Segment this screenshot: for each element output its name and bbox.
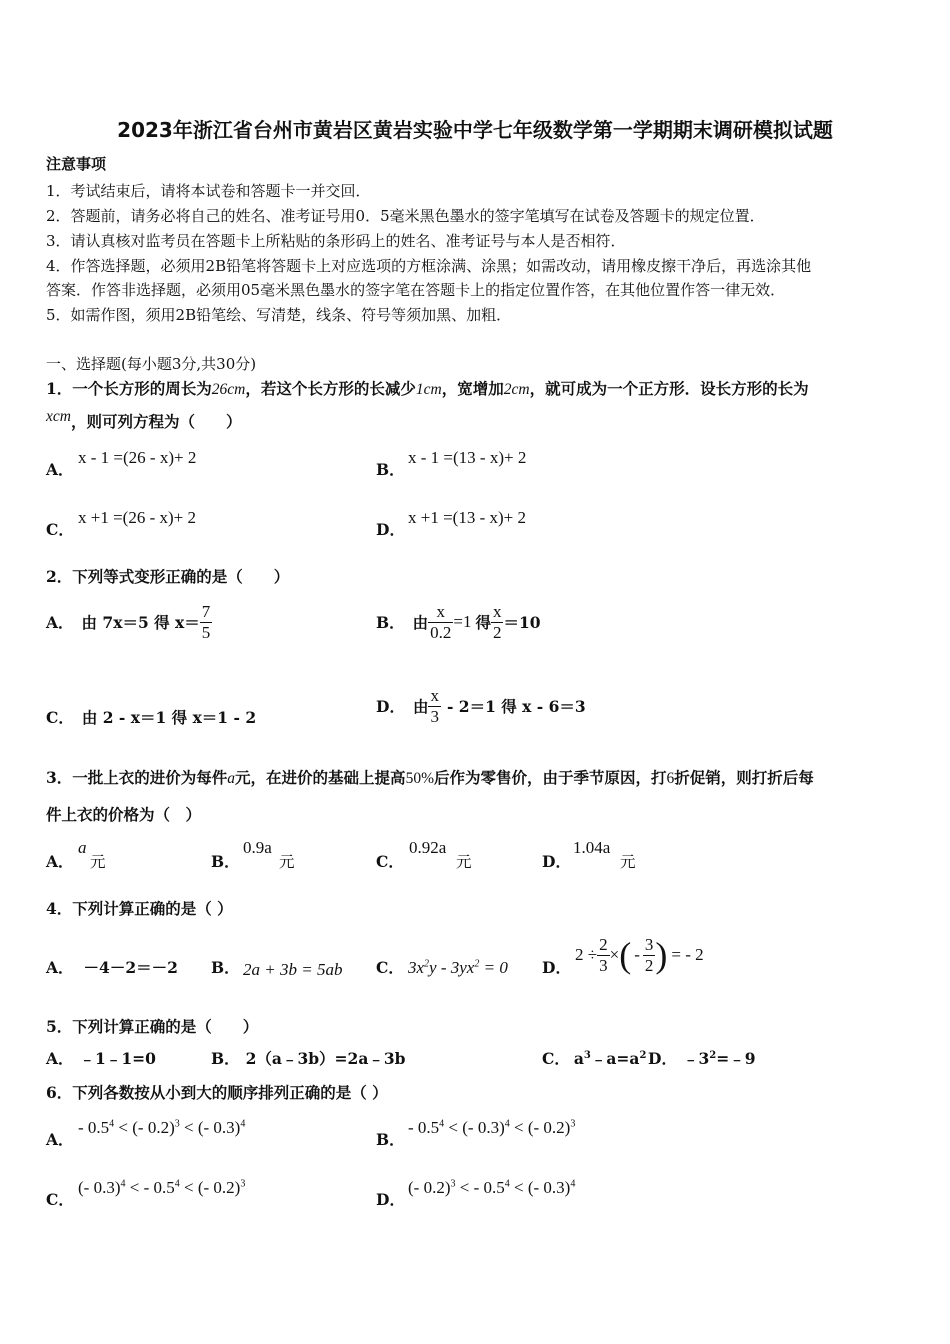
option-1b-math: x - 1 =(13 - x)+ 2 [408,448,527,467]
option-3d-unit: 元 [620,853,636,871]
option-6a[interactable]: A． [46,1130,74,1149]
option-1b[interactable]: B． [376,460,405,479]
fraction: $\frac{x}{0.2}$ [430,601,452,642]
fraction: $\frac{3}{2}$ [644,934,654,975]
option-4b[interactable]: B． [211,958,240,977]
question-3-stem-line2: 件上衣的价格为（ ） [46,805,202,824]
option-4b-math: 2a + 3b = 5ab [243,960,343,979]
notice-heading: 注意事项 [46,155,107,173]
question-1-stem-line2: xcm，则可列方程为（ ） [46,408,242,431]
notice-item: 1．考试结束后，请将本试卷和答题卡一并交回． [46,182,371,200]
option-3b-math: 0.9a [243,838,272,857]
option-1a-math: x - 1 =(26 - x)+ 2 [78,448,197,467]
option-5a[interactable]: A． ﹣1﹣1=0 [46,1049,156,1068]
option-6a-math: - $0.5^4$ < (- 0.2)$^3$ < (- 0.3)$^4$ [78,1118,246,1137]
option-2a[interactable]: A． 由 7x＝5 得 x＝ $\frac{7}{5}$ [46,601,211,642]
option-1c-math: x +1 =(26 - x)+ 2 [78,508,196,527]
option-3a[interactable]: A． [46,852,74,871]
fraction: $\frac{x}{3}$ [430,685,439,726]
option-3d[interactable]: D． [542,852,571,871]
option-4c[interactable]: C． [376,958,404,977]
question-6-stem: 6．下列各数按从小到大的顺序排列正确的是（ ） [46,1083,388,1102]
notice-item: 3．请认真核对监考员在答题卡上所粘贴的条形码上的姓名、准考证号与本人是否相符． [46,232,626,250]
option-3c[interactable]: C． [376,852,404,871]
option-2c[interactable]: C． 由 2 - x＝1 得 x＝1 - 2 [46,708,257,727]
section-heading: 一、选择题(每小题3分,共30分) [46,355,257,373]
option-1d-math: x +1 =(13 - x)+ 2 [408,508,526,527]
option-5b[interactable]: B． 2（a﹣3b）=2a﹣3b [211,1049,406,1068]
option-3c-unit: 元 [456,853,472,871]
option-1a[interactable]: A． [46,460,74,479]
option-4d[interactable]: D． [542,958,571,977]
option-3a-unit: 元 [90,853,106,871]
fraction: $\frac{2}{3}$ [599,934,608,975]
notice-item: 4．作答选择题，必须用2B铅笔将答题卡上对应选项的方框涂满、涂黑；如需改动，请用橡皮擦干净后，再选涂其他 [46,257,812,275]
option-5d[interactable]: D． $﹣3^2=﹣9$ [648,1049,756,1068]
option-6d[interactable]: D． [376,1190,405,1209]
option-2d[interactable]: D． 由 $\frac{x}{3}$ - 2＝1 得 x - 6＝3 [376,685,586,726]
option-5c[interactable]: C． $a^3﹣a=a^2$ [542,1049,647,1068]
fraction: $\frac{7}{5}$ [201,601,211,642]
option-3d-math: 1.04a [573,838,611,857]
option-4a[interactable]: A． －4－2＝－2 [46,958,178,977]
option-2b[interactable]: B． 由 $\frac{x}{0.2}$ =1 得 $\frac{x}{2}$ ＝10 [376,601,541,642]
question-1-stem: 1．一个长方形的周长为26cm，若这个长方形的长减少1cm，宽增加2cm，就可成为一个正方形．设长方形的长为 [46,379,809,398]
option-3b[interactable]: B． [211,852,240,871]
question-2-stem: 2．下列等式变形正确的是（ ） [46,567,290,586]
notice-item: 5．如需作图，须用2B铅笔绘、写清楚，线条、符号等须加黑、加粗． [46,306,512,324]
question-5-stem: 5．下列计算正确的是（ ） [46,1017,259,1036]
option-6c[interactable]: C． [46,1190,74,1209]
option-6b-math: - $0.5^4$ < (- 0.3)$^4$ < (- 0.2)$^3$ [408,1118,576,1137]
option-4d-math: 2 ÷ $\frac{2}{3}$ × ( - $\frac{3}{2}$ ) = - 2 [575,934,704,975]
option-3b-unit: 元 [279,853,295,871]
option-1c[interactable]: C． [46,520,74,539]
page-title: 2023年浙江省台州市黄岩区黄岩实验中学七年级数学第一学期期末调研模拟试题 [117,118,833,142]
option-1d[interactable]: D． [376,520,405,539]
option-6c-math: (- 0.3)$^4$ < - $0.5^4$ < (- 0.2)$^3$ [78,1178,246,1197]
notice-item: 2．答题前，请务必将自己的姓名、准考证号用0．5毫米黑色墨水的签字笔填写在试卷及答题卡的规定位置． [46,207,765,225]
fraction: $\frac{x}{2}$ [492,601,502,642]
question-3-stem: 3．一批上衣的进价为每件a元，在进价的基础上提高50%后作为零售价，由于季节原因，打6折促销，则打折后每 [46,768,814,787]
notice-item: 答案．作答非选择题，必须用05毫米黑色墨水的签字笔在答题卡上的指定位置作答，在其他位置作答一律无效． [46,281,786,299]
option-3c-math: 0.92a [409,838,447,857]
option-4c-math: $3x^2y - 3yx^2 = 0$ [408,958,508,977]
option-3a-math: a [78,838,87,857]
option-6d-math: (- 0.2)$^3$ < - $0.5^4$ < (- 0.3)$^4$ [408,1178,576,1197]
option-6b[interactable]: B． [376,1130,405,1149]
question-4-stem: 4．下列计算正确的是（ ） [46,899,233,918]
